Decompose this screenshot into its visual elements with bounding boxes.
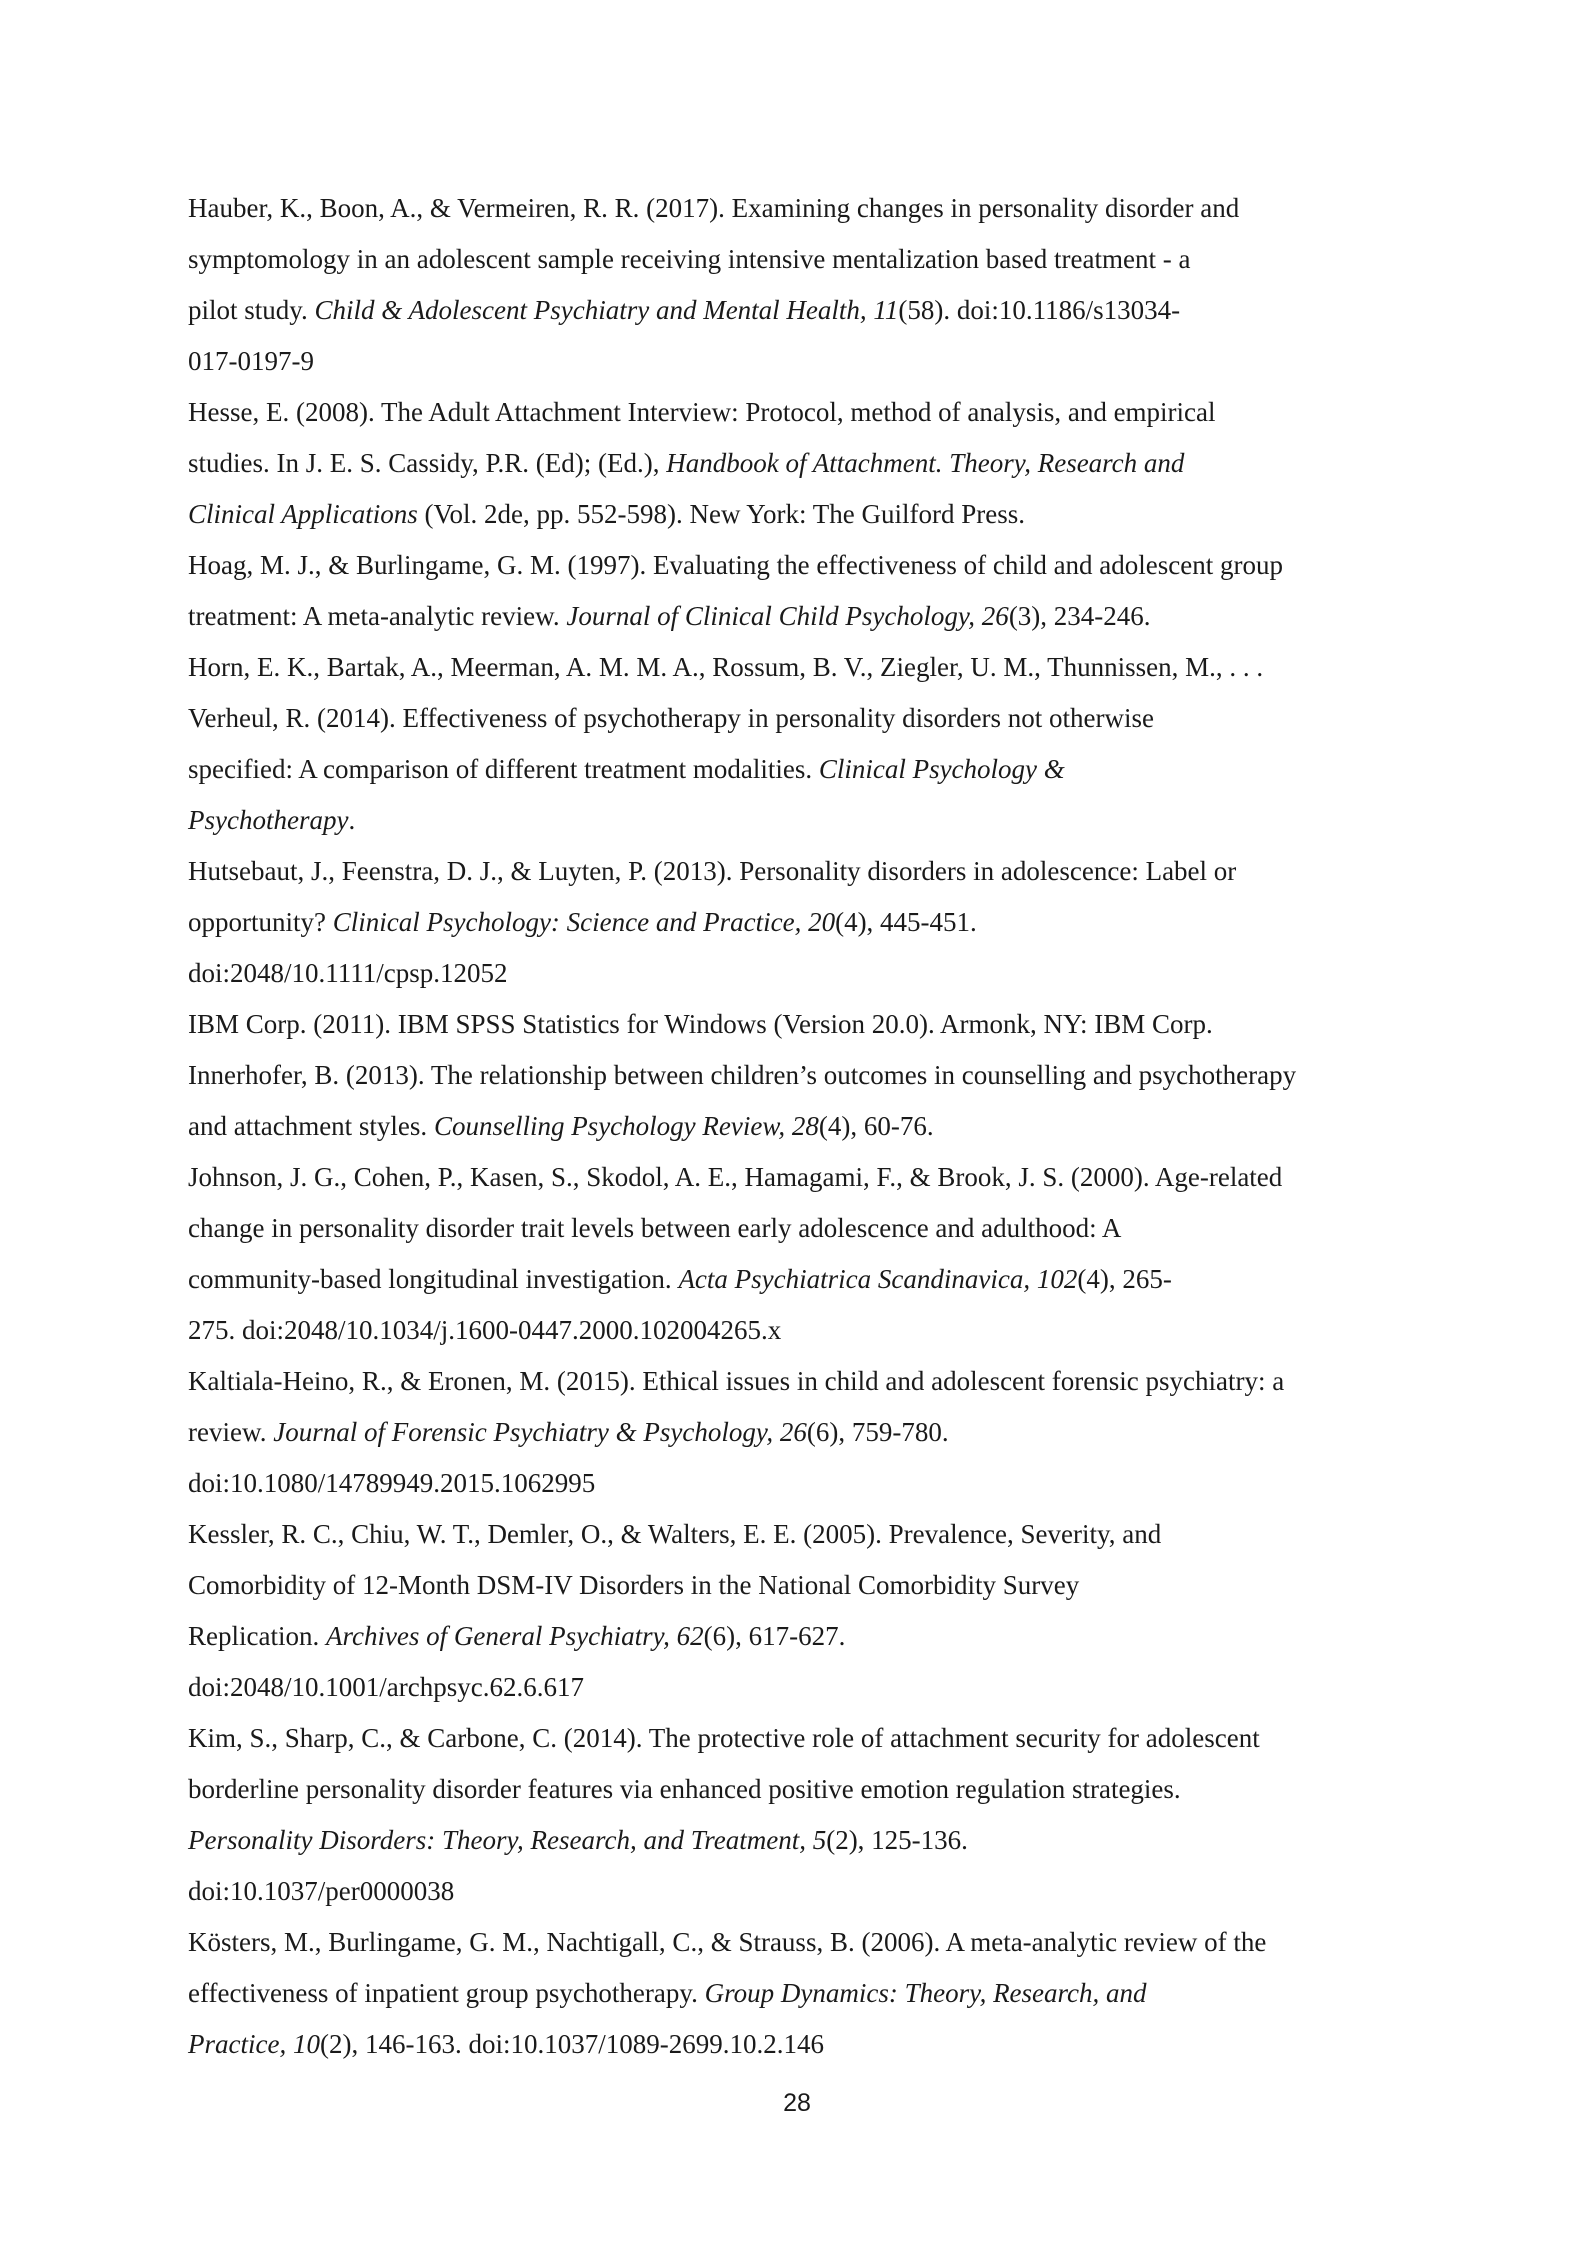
reference-line: [188, 999, 1406, 1050]
reference-text: (2), 125-136.: [826, 1825, 968, 1855]
reference-text: (6), 759-780.: [806, 1417, 949, 1447]
reference-text: (3), 234-246.: [1008, 601, 1151, 631]
reference-text: Kaltiala-Heino, R., & Eronen, M. (2015). Ethical issues in child and adolescent forensic psychiatry: a: [188, 1366, 1285, 1396]
reference-line: [188, 489, 1406, 540]
reference-text: pilot study.: [188, 295, 315, 325]
reference-text: Hutsebaut, J., Feenstra, D. J., & Luyten, P. (2013). Personality disorders in adolescence: Label or: [188, 856, 1237, 886]
reference-text: Kessler, R. C., Chiu, W. T., Demler, O., & Walters, E. E. (2005). Prevalence, Severity, and: [188, 1519, 1162, 1549]
reference-text: and attachment styles.: [188, 1111, 434, 1141]
reference-line: [188, 1866, 1406, 1917]
reference-entry: [188, 1509, 1406, 1713]
reference-line: [188, 1305, 1406, 1356]
reference-line: [188, 897, 1406, 948]
reference-line: [188, 1662, 1406, 1713]
reference-line: [188, 744, 1406, 795]
reference-line: [188, 1968, 1406, 2019]
reference-entry: [188, 999, 1406, 1050]
reference-text: treatment: A meta-analytic review.: [188, 601, 567, 631]
reference-entry: [188, 1713, 1406, 1917]
reference-text: 017-0197-9: [188, 346, 314, 376]
reference-text: (4), 265-: [1077, 1264, 1172, 1294]
reference-text: specified: A comparison of different treatment modalities.: [188, 754, 819, 784]
reference-list: [188, 183, 1406, 2070]
reference-text: review.: [188, 1417, 274, 1447]
reference-line: [188, 795, 1406, 846]
reference-line: [188, 1356, 1406, 1407]
reference-line: [188, 591, 1406, 642]
reference-text: Hoag, M. J., & Burlingame, G. M. (1997). Evaluating the effectiveness of child and adolescent group: [188, 550, 1283, 580]
reference-line: [188, 1254, 1406, 1305]
reference-italic-text: Group Dynamics: Theory, Research, and: [704, 1978, 1147, 2008]
reference-italic-text: Journal of Forensic Psychiatry & Psychology, 26: [273, 1417, 807, 1447]
reference-entry: [188, 387, 1406, 540]
reference-text: Kösters, M., Burlingame, G. M., Nachtigall, C., & Strauss, B. (2006). A meta-analytic review of the: [188, 1927, 1267, 1957]
reference-text: Innerhofer, B. (2013). The relationship between children’s outcomes in counselling and psychotherapy: [188, 1060, 1297, 1090]
reference-line: [188, 1407, 1406, 1458]
reference-line: [188, 1917, 1406, 1968]
reference-text: change in personality disorder trait levels between early adolescence and adulthood: A: [188, 1213, 1122, 1243]
reference-text: opportunity?: [188, 907, 333, 937]
reference-text: Comorbidity of 12-Month DSM-IV Disorders in the National Comorbidity Survey: [188, 1570, 1080, 1600]
reference-italic-text: Archives of General Psychiatry, 62: [325, 1621, 704, 1651]
reference-entry: [188, 1050, 1406, 1152]
reference-line: [188, 336, 1406, 387]
reference-line: [188, 387, 1406, 438]
reference-italic-text: Handbook of Attachment. Theory, Research and: [666, 448, 1185, 478]
reference-text: doi:10.1037/per0000038: [188, 1876, 455, 1906]
reference-text: symptomology in an adolescent sample receiving intensive mentalization based treatment - a: [188, 244, 1191, 274]
reference-text: Hauber, K., Boon, A., & Vermeiren, R. R. (2017). Examining changes in personality disorder and: [188, 193, 1240, 223]
reference-text: effectiveness of inpatient group psychotherapy.: [188, 1978, 705, 2008]
reference-text: Replication.: [188, 1621, 326, 1651]
reference-text: Verheul, R. (2014). Effectiveness of psychotherapy in personality disorders not otherwise: [188, 703, 1155, 733]
reference-italic-text: Counselling Psychology Review, 28: [433, 1111, 819, 1141]
reference-entry: [188, 1356, 1406, 1509]
reference-entry: [188, 642, 1406, 846]
reference-text: (Vol. 2de, pp. 552-598). New York: The Guilford Press.: [417, 499, 1025, 529]
reference-text: Kim, S., Sharp, C., & Carbone, C. (2014). The protective role of attachment security for adolescent: [188, 1723, 1260, 1753]
reference-line: [188, 234, 1406, 285]
reference-text: Hesse, E. (2008). The Adult Attachment Interview: Protocol, method of analysis, and empirical: [188, 397, 1216, 427]
reference-line: [188, 285, 1406, 336]
reference-text: (6), 617-627.: [703, 1621, 846, 1651]
reference-text: (2), 146-163. doi:10.1037/1089-2699.10.2.146: [319, 2029, 824, 2059]
reference-entry: [188, 1152, 1406, 1356]
reference-line: [188, 642, 1406, 693]
page-number: 28: [783, 2089, 811, 2117]
reference-text: doi:2048/10.1001/archpsyc.62.6.617: [188, 1672, 584, 1702]
reference-text: studies. In J. E. S. Cassidy, P.R. (Ed); (Ed.),: [188, 448, 667, 478]
reference-text: doi:10.1080/14789949.2015.1062995: [188, 1468, 596, 1498]
reference-text: 275. doi:2048/10.1034/j.1600-0447.2000.102004265.x: [188, 1315, 782, 1345]
reference-line: [188, 1050, 1406, 1101]
reference-italic-text: Psychotherapy: [188, 805, 349, 835]
reference-italic-text: Journal of Clinical Child Psychology, 26: [566, 601, 1009, 631]
reference-line: [188, 693, 1406, 744]
reference-text: community-based longitudinal investigation.: [188, 1264, 679, 1294]
reference-line: [188, 1152, 1406, 1203]
reference-line: [188, 438, 1406, 489]
reference-line: [188, 1764, 1406, 1815]
reference-line: [188, 2019, 1406, 2070]
reference-italic-text: Personality Disorders: Theory, Research, and Treatment, 5: [188, 1825, 827, 1855]
reference-line: [188, 1458, 1406, 1509]
reference-entry: [188, 1917, 1406, 2070]
reference-italic-text: Acta Psychiatrica Scandinavica, 102: [678, 1264, 1078, 1294]
reference-line: [188, 948, 1406, 999]
reference-text: Horn, E. K., Bartak, A., Meerman, A. M. M. A., Rossum, B. V., Ziegler, U. M., Thunnissen, M., . . .: [188, 652, 1264, 682]
reference-line: [188, 183, 1406, 234]
reference-text: (4), 60-76.: [818, 1111, 934, 1141]
reference-entry: [188, 183, 1406, 387]
reference-line: [188, 1101, 1406, 1152]
reference-text: .: [348, 805, 356, 835]
reference-italic-text: Practice, 10: [188, 2029, 320, 2059]
reference-line: [188, 1560, 1406, 1611]
reference-line: [188, 540, 1406, 591]
reference-italic-text: Clinical Psychology: Science and Practice, 20: [332, 907, 836, 937]
reference-line: [188, 1713, 1406, 1764]
reference-italic-text: Clinical Applications: [188, 499, 418, 529]
reference-line: [188, 1815, 1406, 1866]
reference-text: borderline personality disorder features via enhanced positive emotion regulation strategies.: [188, 1774, 1181, 1804]
reference-line: [188, 1203, 1406, 1254]
reference-text: (58). doi:10.1186/s13034-: [898, 295, 1181, 325]
reference-entry: [188, 846, 1406, 999]
reference-text: Johnson, J. G., Cohen, P., Kasen, S., Skodol, A. E., Hamagami, F., & Brook, J. S. (2000). Age-related: [188, 1162, 1283, 1192]
reference-text: (4), 445-451.: [835, 907, 977, 937]
reference-line: [188, 1509, 1406, 1560]
reference-text: IBM Corp. (2011). IBM SPSS Statistics for Windows (Version 20.0). Armonk, NY: IBM Corp.: [188, 1009, 1213, 1039]
reference-line: [188, 1611, 1406, 1662]
reference-entry: [188, 540, 1406, 642]
reference-text: doi:2048/10.1111/cpsp.12052: [188, 958, 508, 988]
reference-line: [188, 846, 1406, 897]
reference-italic-text: Child & Adolescent Psychiatry and Mental Health, 11: [314, 295, 899, 325]
reference-italic-text: Clinical Psychology &: [818, 754, 1065, 784]
